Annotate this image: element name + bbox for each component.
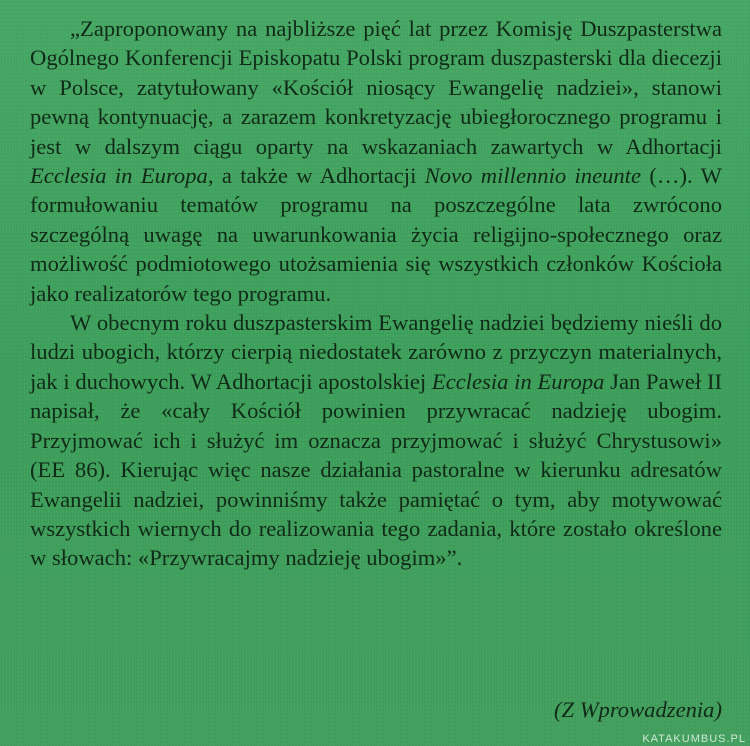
p1-italic-title-2: Novo millennio ineunte: [424, 163, 642, 189]
p2-text-1: W obecnym roku duszpasterskim Ewangelię nadziei będziemy nieśli do ludzi ubogich, którzy cierpią niedostatek zarówno z przyczyn materialnych, jak i duchowych. W Adhortacji apostolskiej: [30, 310, 722, 394]
p1-text-2: , a także w Adhortacji: [207, 163, 425, 189]
paragraph-1: [30, 14, 722, 308]
p2-text-2: Jan Paweł II napisał, że «cały Kościół powinien przywracać nadzieję ubogim. Przyjmować ich i służyć im oznacza przyjmować i służyć Chrystusowi» (EE 86). Kierując więc nasze działania pastoralne w kierunku adresatów Ewangelii nadziei, powinniśmy także pamiętać o tym, aby motywować wszystkich wiernych do realizowania tego zadania, które zostało określone w słowach: «Przywracajmy nadzieję ubogim»”.: [30, 368, 722, 571]
quote-block: [30, 14, 722, 573]
p1-italic-title-1: Ecclesia in Europa: [30, 163, 208, 189]
p2-italic-title-1: Ecclesia in Europa: [431, 368, 605, 394]
p1-text-3: (…). W formułowaniu tematów programu na poszczególne lata zwrócono szczególną uwagę na uwarunkowania życia religijno-społecznego oraz możliwość podmiotowego utożsamienia się wszystkich członków Kościoła jako realizatorów tego programu.: [30, 163, 722, 306]
p1-text-1: „Zaproponowany na najbliższe pięć lat przez Komisję Duszpasterstwa Ogólnego Konferencji Episkopatu Polski program duszpasterski dla diecezji w Polsce, zatytułowany «Kościół niosący Ewangelię nadziei», stanowi pewną kontynuację, a zarazem konkretyzację ubiegłorocznego programu i jest w dalszym ciągu oparty na wskazaniach zawartych w Adhortacji: [30, 16, 722, 159]
source-attribution: (Z Wprowadzenia): [554, 697, 722, 722]
watermark: KATAKUMBUS.PL: [642, 733, 746, 745]
paragraph-2: [30, 308, 722, 573]
